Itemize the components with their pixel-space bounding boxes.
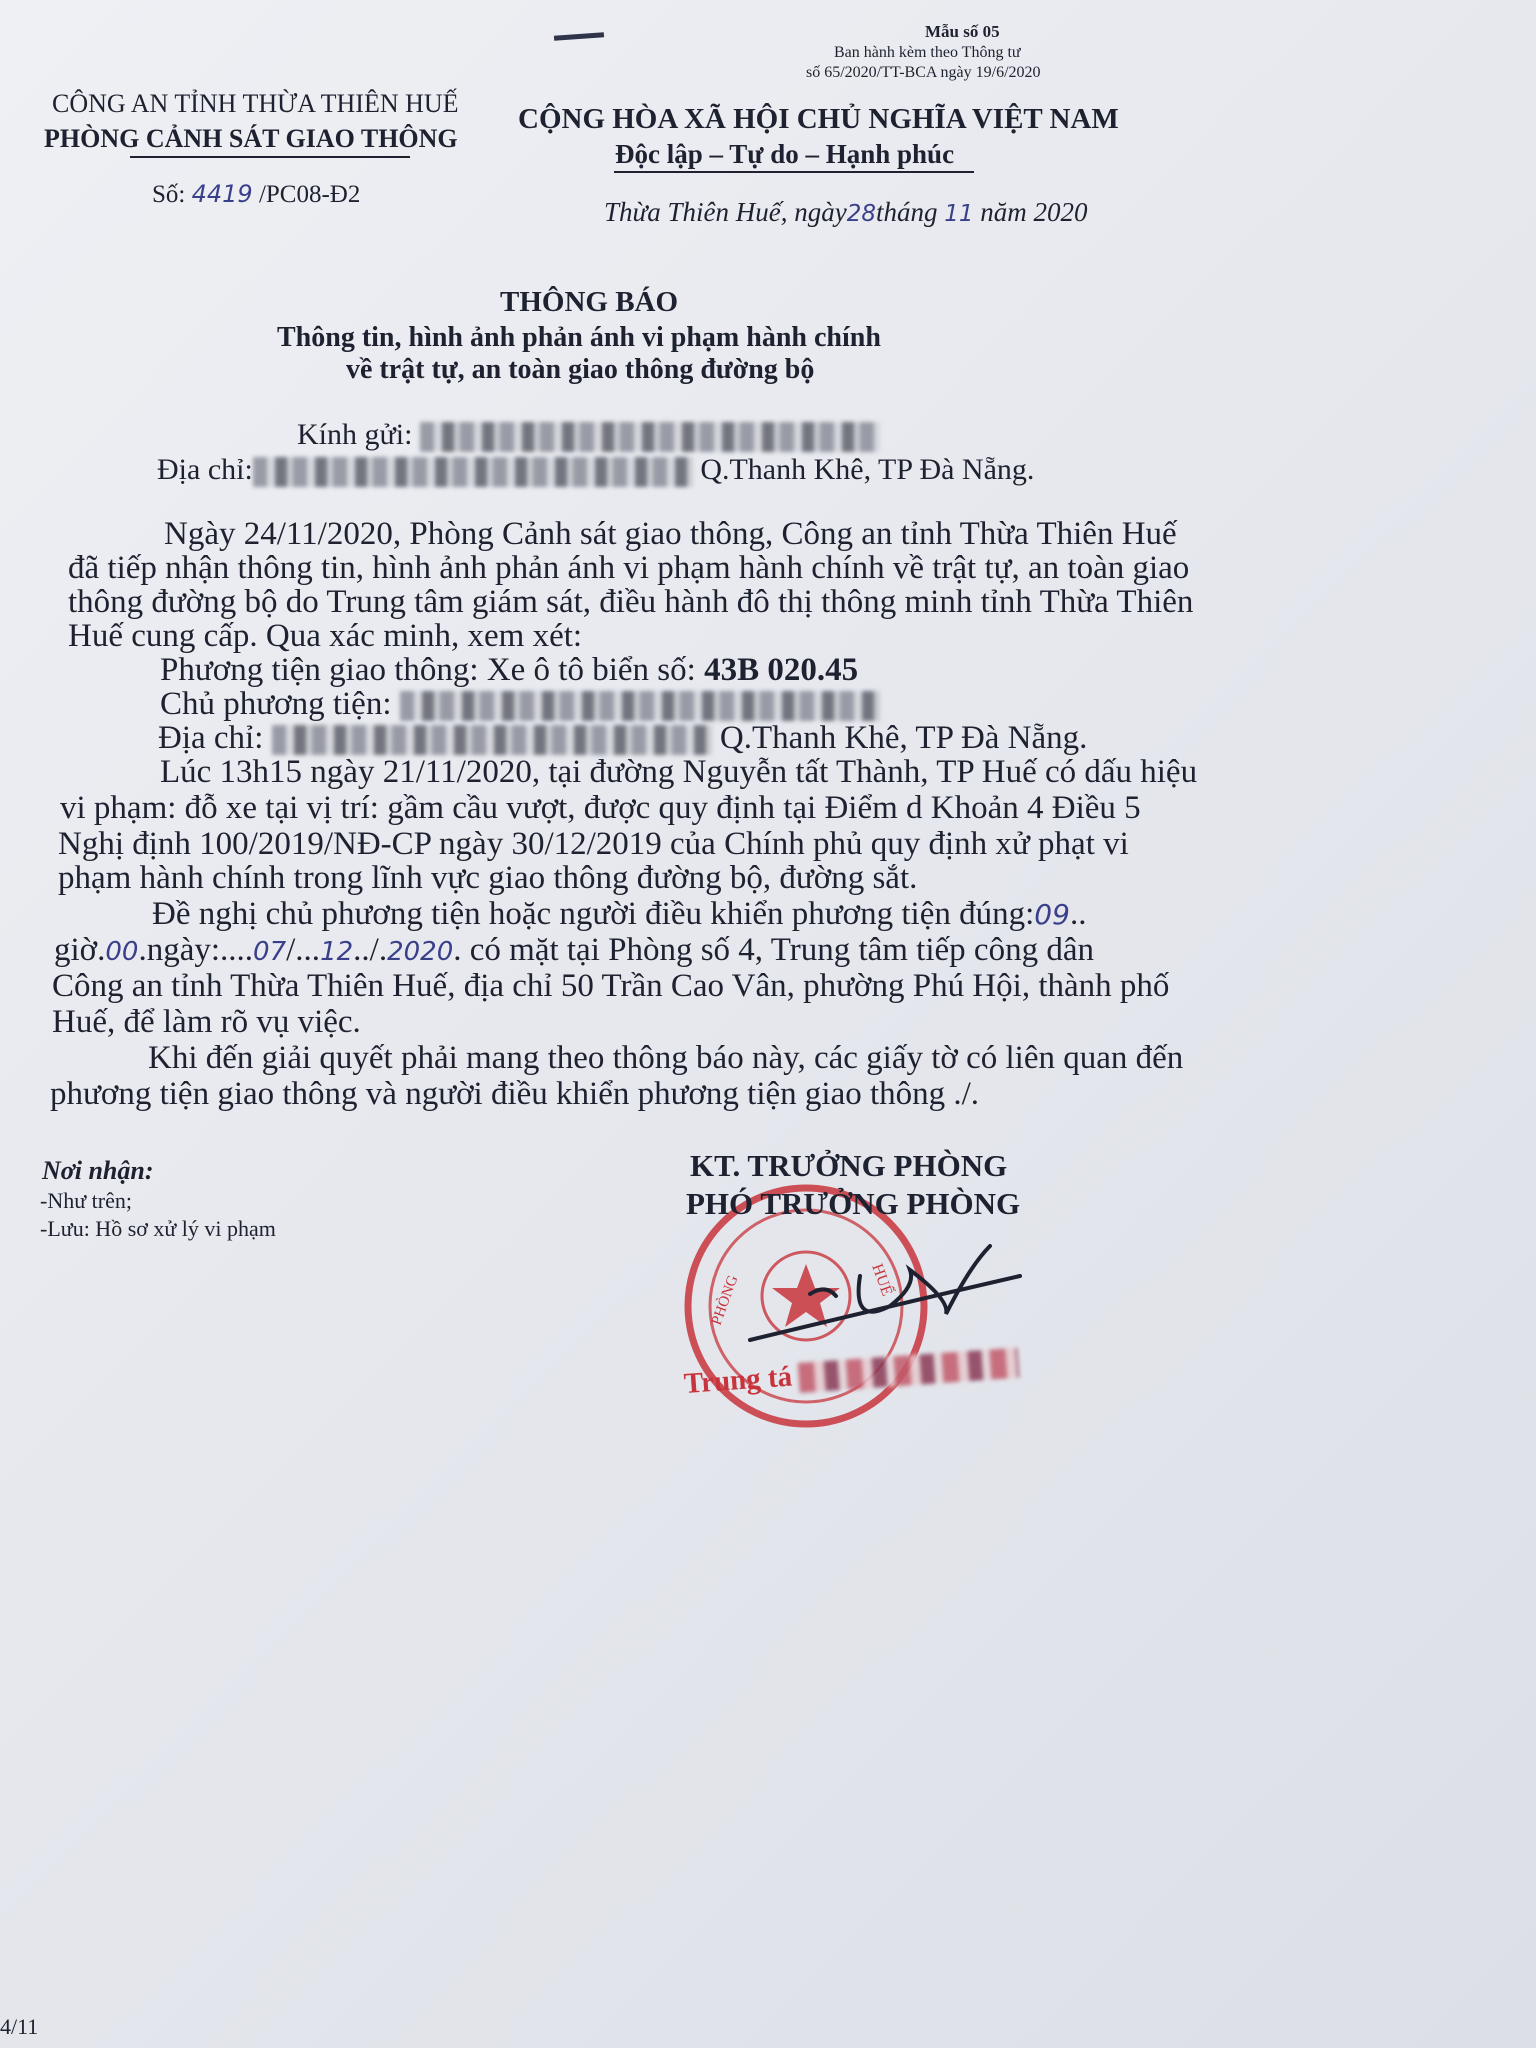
body-p4-l1: Khi đến giải quyết phải mang theo thông báo này, các giấy tờ có liên quan đến xyxy=(148,1040,1184,1076)
signature-title-1: KT. TRƯỞNG PHÒNG xyxy=(690,1148,1008,1183)
body-p4-l2: phương tiện giao thông và người điều khiển phương tiện giao thông ./. xyxy=(50,1076,980,1112)
notice-title: THÔNG BÁO xyxy=(500,286,679,318)
owner-line: Chủ phương tiện: xyxy=(160,686,880,723)
form-circular: số 65/2020/TT-BCA ngày 19/6/2020 xyxy=(806,64,1041,81)
date-month: 11 xyxy=(944,201,974,227)
motto-underline xyxy=(614,171,974,173)
appointment-minute: 00 xyxy=(105,937,139,967)
appointment-hour: 09 xyxy=(1034,898,1070,931)
body-p1-l4: Huế cung cấp. Qua xác minh, xem xét: xyxy=(68,618,583,654)
redacted-owner-address xyxy=(272,725,712,755)
recipients-item-2: -Lưu: Hồ sơ xử lý vi phạm xyxy=(40,1216,276,1241)
body-p2-l3: Nghị định 100/2019/NĐ-CP ngày 30/12/2019 của Chính phủ quy định xử phạt vi xyxy=(58,826,1129,862)
license-plate: 43B 020.45 xyxy=(704,652,859,688)
edge-note: 4/11 xyxy=(0,2014,39,2039)
notice-subtitle-1: Thông tin, hình ảnh phản ánh vi phạm hành chính xyxy=(277,322,881,353)
body-p2-l4: phạm hành chính trong lĩnh vực giao thông đường bộ, đường sắt. xyxy=(58,860,918,896)
recipient-address-line: Địa chỉ: Q.Thanh Khê, TP Đà Nẵng. xyxy=(157,453,1035,486)
body-p3-l2: giờ.00.ngày:....07/...12../.2020. có mặt tại Phòng số 4, Trung tâm tiếp công dân xyxy=(54,932,1094,968)
agency-parent: CÔNG AN TỈNH THỪA THIÊN HUẾ xyxy=(52,89,459,118)
body-p2-l2: vi phạm: đỗ xe tại vị trí: gầm cầu vượt, được quy định tại Điểm d Khoản 4 Điều 5 xyxy=(60,790,1141,826)
handwritten-signature xyxy=(740,1236,1040,1346)
doc-no-label: Số: xyxy=(152,181,186,208)
appointment-day: 07 xyxy=(253,937,287,967)
national-motto: Độc lập – Tự do – Hạnh phúc xyxy=(615,139,955,169)
stamp-text-left: PHÒNG xyxy=(708,1273,742,1328)
date-day: 28 xyxy=(846,201,876,227)
recipients-item-1: -Như trên; xyxy=(40,1188,132,1213)
appointment-month: 12 xyxy=(320,937,354,967)
signature-title-2: PHÓ TRƯỞNG PHÒNG xyxy=(686,1186,1021,1221)
agency-name: PHÒNG CẢNH SÁT GIAO THÔNG xyxy=(44,124,458,153)
body-p3-l4: Huế, để làm rõ vụ việc. xyxy=(52,1004,361,1040)
appointment-year: 2020 xyxy=(387,937,454,967)
notice-subtitle-2: về trật tự, an toàn giao thông đường bộ xyxy=(346,354,815,385)
form-issued-with: Ban hành kèm theo Thông tư xyxy=(834,44,1021,61)
stamp-text-right: HUẾ xyxy=(868,1261,896,1299)
place-date: Thừa Thiên Huế, ngày28tháng 11 năm 2020 xyxy=(604,197,1088,227)
recipients-label: Nơi nhận: xyxy=(42,1156,154,1185)
body-p2-l1: Lúc 13h15 ngày 21/11/2020, tại đường Nguyễn tất Thành, TP Huế có dấu hiệu xyxy=(160,754,1198,790)
doc-no-suffix: /PC08-Đ2 xyxy=(258,181,361,208)
redacted-recipient xyxy=(420,422,880,452)
recipient-line: Kính gửi: xyxy=(297,418,880,452)
body-p1-l2: đã tiếp nhận thông tin, hình ảnh phản ánh vi phạm hành chính về trật tự, an toàn giao xyxy=(68,550,1190,586)
body-p1-l3: thông đường bộ do Trung tâm giám sát, điều hành đô thị thông minh tỉnh Thừa Thiên xyxy=(68,584,1194,620)
signer-rank: Trung tá xyxy=(682,1360,794,1400)
agency-underline xyxy=(130,156,410,158)
country-name: CỘNG HÒA XÃ HỘI CHỦ NGHĨA VIỆT NAM xyxy=(518,103,1119,135)
doc-no-handwritten: 4419 xyxy=(191,180,253,208)
redacted-owner xyxy=(400,691,880,721)
body-p1-l1: Ngày 24/11/2020, Phòng Cảnh sát giao thông, Công an tỉnh Thừa Thiên Huế xyxy=(164,516,1177,552)
owner-address-line: Địa chỉ: Q.Thanh Khê, TP Đà Nẵng. xyxy=(158,720,1088,756)
body-p3-l1: Đề nghị chủ phương tiện hoặc người điều khiển phương tiện đúng:09.. xyxy=(152,896,1087,932)
vehicle-line: Phương tiện giao thông: Xe ô tô biển số: 43B 020.45 xyxy=(160,652,859,688)
pen-mark xyxy=(554,32,604,40)
body-p3-l3: Công an tỉnh Thừa Thiên Huế, địa chỉ 50 Trần Cao Vân, phường Phú Hội, thành phố xyxy=(52,968,1170,1004)
redacted-address xyxy=(253,457,693,487)
document-number xyxy=(152,180,360,209)
form-number: Mẫu số 05 xyxy=(925,22,1000,41)
